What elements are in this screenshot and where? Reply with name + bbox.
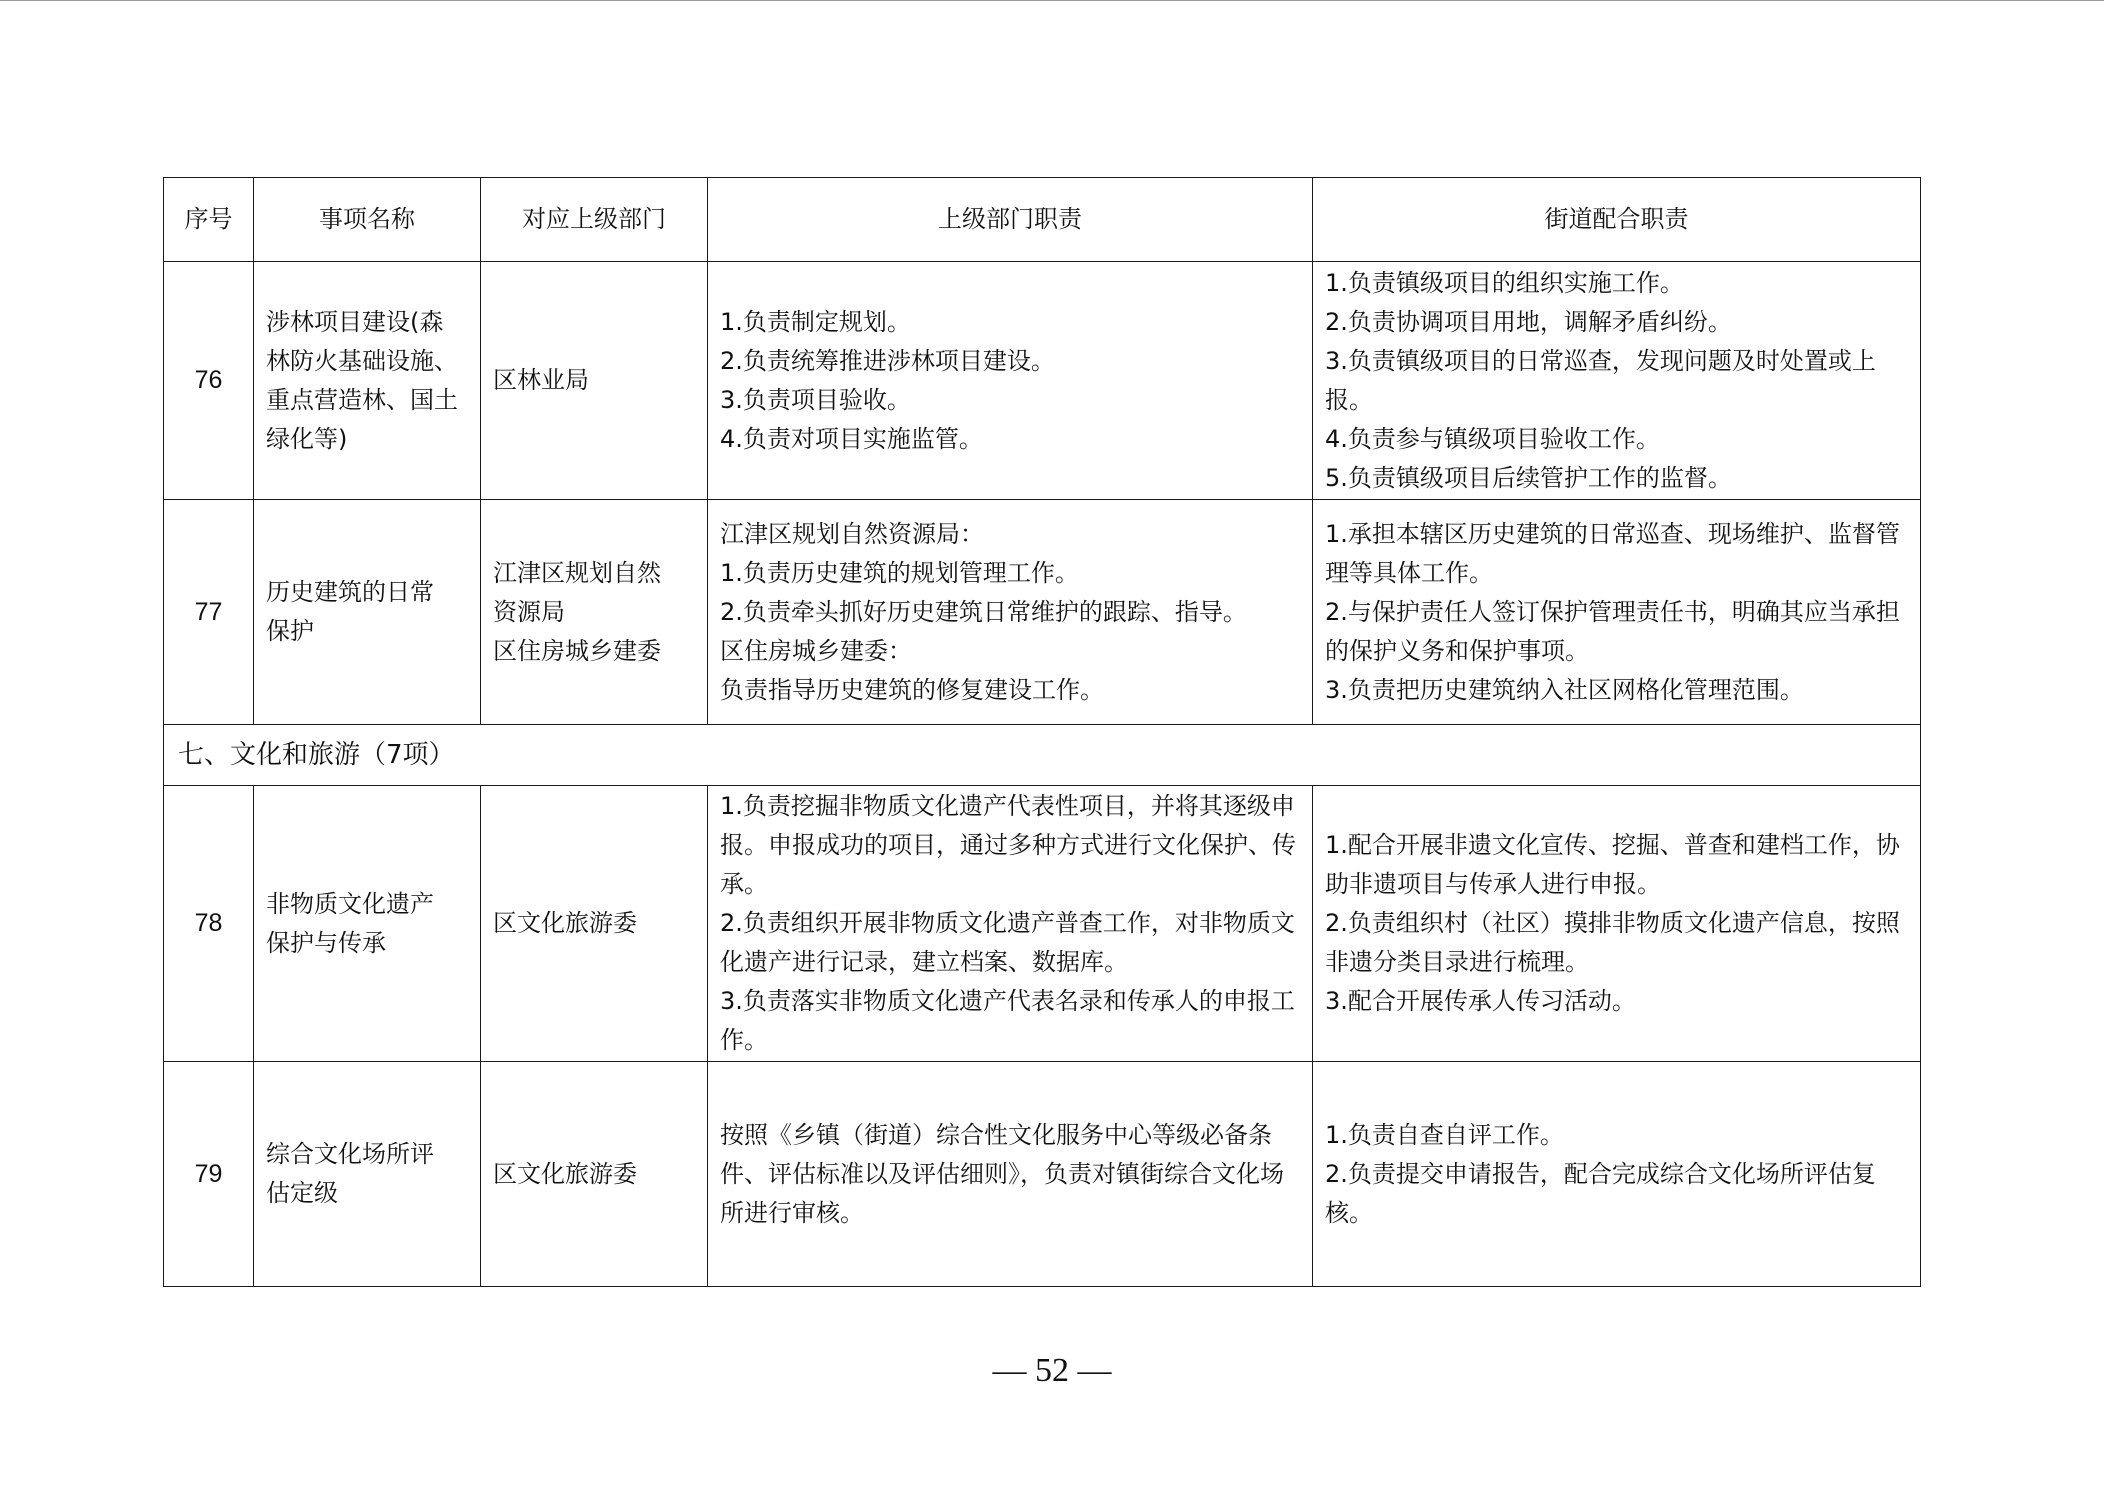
text-line: 1.负责镇级项目的组织实施工作。	[1325, 268, 1684, 297]
row-dept	[481, 262, 708, 500]
row-upper-duty	[708, 500, 1313, 725]
text-line: 综合文化场所评	[266, 1140, 434, 1168]
text-line: 区文化旅游委	[493, 1159, 637, 1188]
text-line: 1.负责自查自评工作。	[1325, 1120, 1564, 1149]
text-line: 2.负责牵头抓好历史建筑日常维护的跟踪、指导。	[720, 597, 1247, 626]
text-line: 估定级	[266, 1179, 338, 1207]
table-row	[164, 786, 1921, 1062]
row-seq: 76	[164, 262, 254, 500]
text-line: 4.负责参与镇级项目验收工作。	[1325, 424, 1660, 453]
row-upper-duty	[708, 786, 1313, 1062]
row-seq: 79	[164, 1062, 254, 1287]
row-street-duty	[1313, 1062, 1921, 1287]
row-street-duty	[1313, 786, 1921, 1062]
text-line: 2.负责组织开展非物质文化遗产普查工作，对非物质文化遗产进行记录，建立档案、数据库。	[720, 909, 1295, 976]
header-dept: 对应上级部门	[481, 178, 708, 262]
text-line: 1.负责挖掘非物质文化遗产代表性项目，并将其逐级申报。申报成功的项目，通过多种方式进行文化保护、传承。	[720, 792, 1296, 898]
text-line: 负责指导历史建筑的修复建设工作。	[720, 675, 1104, 704]
text-line: 3.负责项目验收。	[720, 385, 911, 414]
text-line: 3.负责落实非物质文化遗产代表名录和传承人的申报工作。	[720, 987, 1295, 1054]
header-name: 事项名称	[254, 178, 481, 262]
row-dept	[481, 786, 708, 1062]
row-item-name	[254, 500, 481, 725]
row-dept	[481, 500, 708, 725]
text-line: 4.负责对项目实施监管。	[720, 424, 983, 453]
row-upper-duty	[708, 262, 1313, 500]
table-row	[164, 262, 1921, 500]
table-row	[164, 1062, 1921, 1287]
text-line: 区文化旅游委	[493, 909, 637, 937]
row-seq: 78	[164, 786, 254, 1062]
text-line: 1.配合开展非遗文化宣传、挖掘、普查和建档工作，协助非遗项目与传承人进行申报。	[1325, 831, 1900, 898]
text-line: 林防火基础设施、	[266, 346, 458, 375]
text-line: 1.负责历史建筑的规划管理工作。	[720, 558, 1079, 587]
row-street-duty	[1313, 500, 1921, 725]
text-line: 3.负责把历史建筑纳入社区网格化管理范围。	[1325, 675, 1804, 704]
text-line: 3.负责镇级项目的日常巡查，发现问题及时处置或上报。	[1325, 346, 1876, 414]
text-line: 重点营造林、国土	[266, 385, 458, 414]
text-line: 区住房城乡建委：	[720, 636, 912, 665]
text-line: 3.配合开展传承人传习活动。	[1325, 987, 1636, 1015]
text-line: 区住房城乡建委	[493, 636, 661, 665]
header-row	[164, 178, 1921, 262]
row-item-name	[254, 1062, 481, 1287]
top-rule	[0, 0, 2104, 1]
text-line: 按照《乡镇（街道）综合性文化服务中心等级必备条件、评估标准以及评估细则》，负责对镇街综合文化场所进行审核。	[720, 1120, 1284, 1227]
duty-table	[163, 177, 1921, 1287]
table-row	[164, 500, 1921, 725]
row-item-name	[254, 786, 481, 1062]
text-line: 2.负责协调项目用地，调解矛盾纠纷。	[1325, 307, 1732, 336]
text-line: 资源局	[493, 597, 565, 626]
text-line: 江津区规划自然	[493, 558, 661, 587]
header-seq: 序号	[164, 178, 254, 262]
text-line: 绿化等)	[266, 424, 348, 453]
row-item-name	[254, 262, 481, 500]
section-row	[164, 725, 1921, 786]
page-number: — 52 —	[992, 1352, 1112, 1389]
row-seq: 77	[164, 500, 254, 725]
row-street-duty	[1313, 262, 1921, 500]
text-line: 5.负责镇级项目后续管护工作的监督。	[1325, 463, 1732, 492]
section-title: 七、文化和旅游（7项）	[164, 725, 1921, 786]
text-line: 涉林项目建设(森	[266, 307, 444, 336]
text-line: 2.负责统筹推进涉林项目建设。	[720, 346, 1055, 375]
text-line: 非物质文化遗产	[266, 889, 434, 918]
text-line: 区林业局	[493, 366, 589, 394]
text-line: 1.负责制定规划。	[720, 307, 911, 336]
text-line: 2.与保护责任人签订保护管理责任书，明确其应当承担的保护义务和保护事项。	[1325, 597, 1900, 665]
text-line: 2.负责组织村（社区）摸排非物质文化遗产信息，按照非遗分类目录进行梳理。	[1325, 909, 1900, 976]
text-line: 江津区规划自然资源局：	[720, 519, 984, 548]
row-upper-duty	[708, 1062, 1313, 1287]
header-upper-duty: 上级部门职责	[708, 178, 1313, 262]
text-line: 保护	[266, 617, 314, 645]
text-line: 2.负责提交申请报告，配合完成综合文化场所评估复核。	[1325, 1159, 1876, 1227]
text-line: 1.承担本辖区历史建筑的日常巡查、现场维护、监督管理等具体工作。	[1325, 519, 1900, 587]
row-dept	[481, 1062, 708, 1287]
text-line: 保护与传承	[266, 928, 386, 957]
header-street-duty: 街道配合职责	[1313, 178, 1921, 262]
text-line: 历史建筑的日常	[266, 578, 434, 606]
